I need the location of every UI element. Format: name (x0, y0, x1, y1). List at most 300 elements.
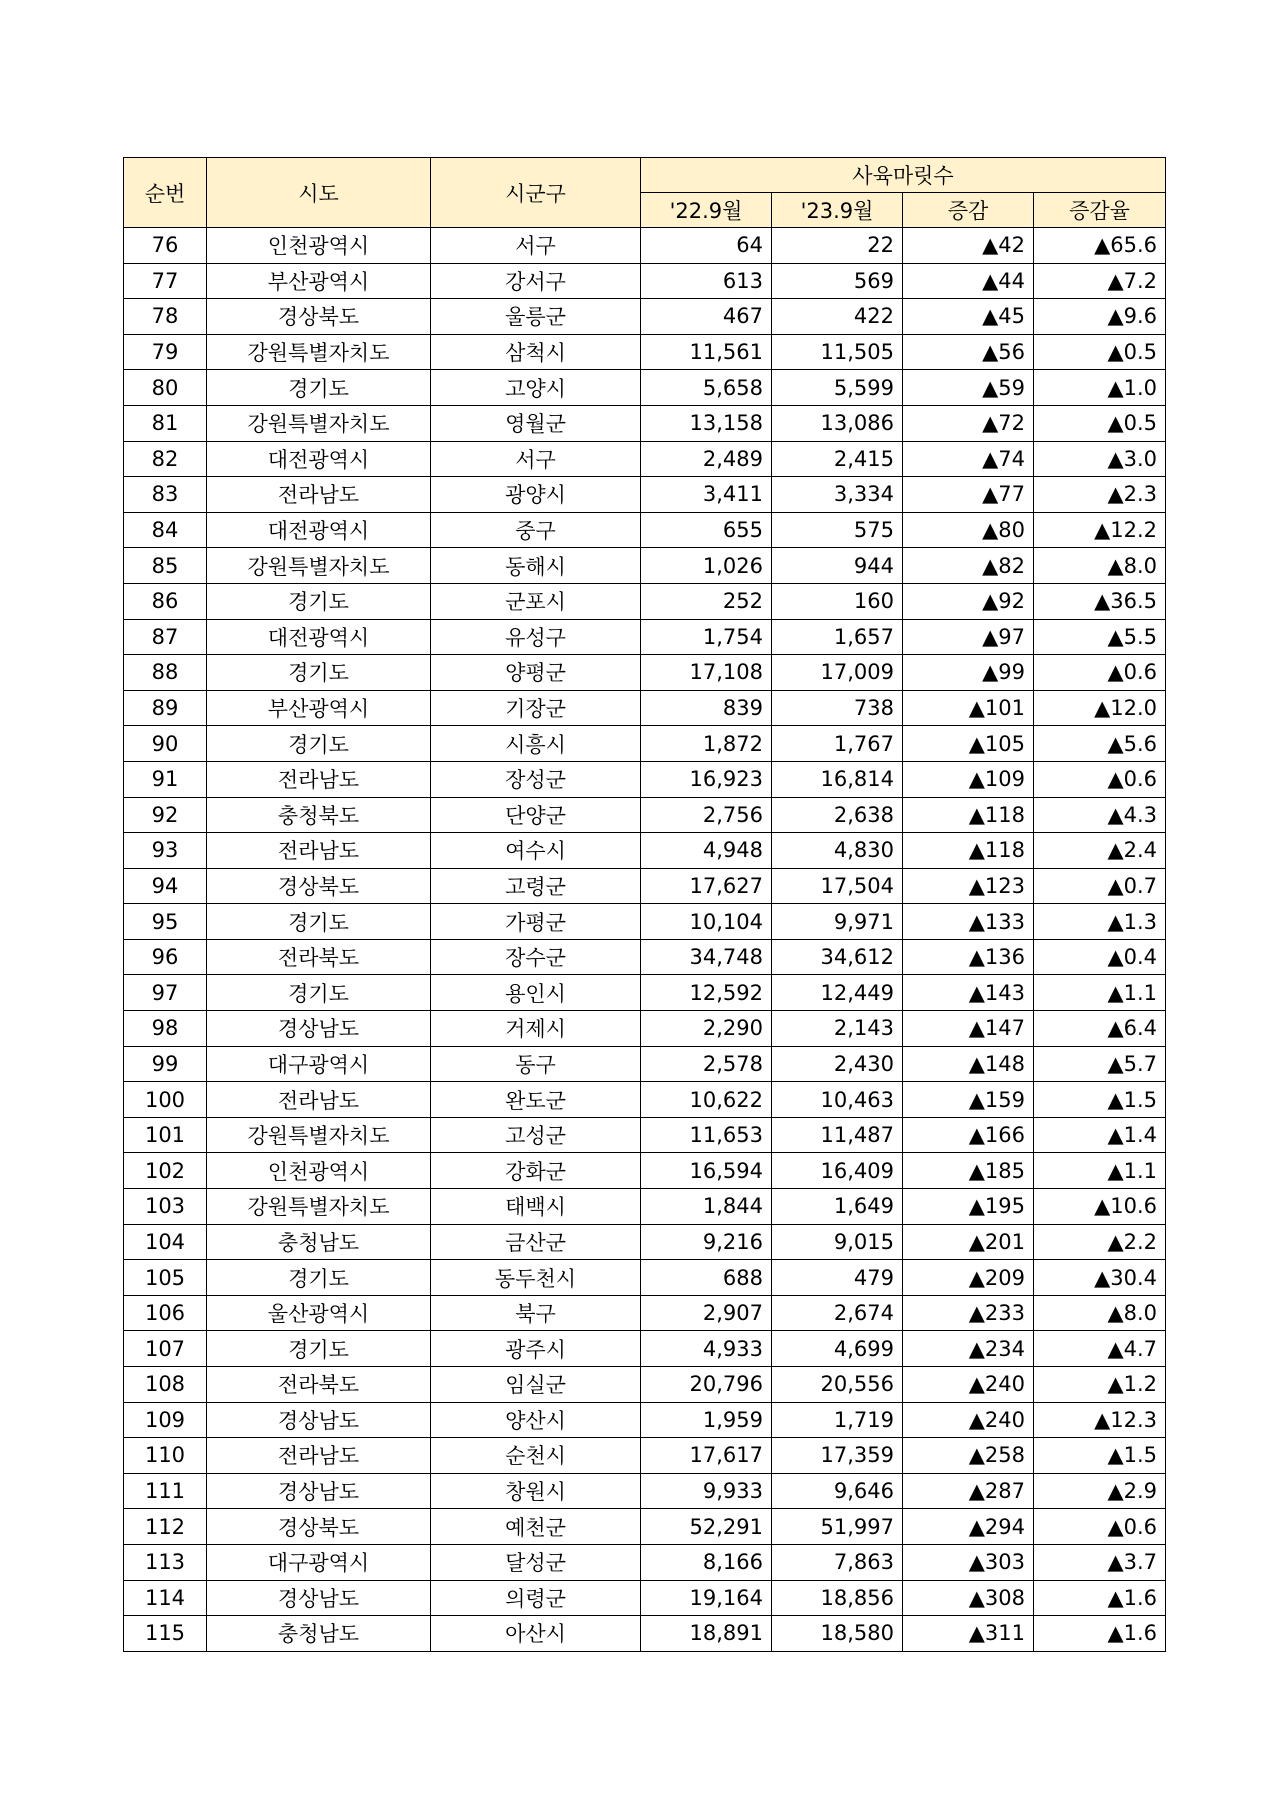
row-2023-count: 10,463 (772, 1082, 903, 1118)
table-row (124, 548, 1166, 584)
row-sigungu: 군포시 (431, 583, 641, 619)
row-change: ▲80 (903, 512, 1034, 548)
row-change: ▲233 (903, 1295, 1034, 1331)
row-sido: 대전광역시 (207, 512, 431, 548)
table-row (124, 1509, 1166, 1545)
row-number: 113 (124, 1544, 207, 1580)
livestock-count-table (123, 157, 1166, 1652)
row-change: ▲72 (903, 405, 1034, 441)
table-row (124, 228, 1166, 264)
row-sigungu: 고령군 (431, 868, 641, 904)
row-sigungu: 광주시 (431, 1331, 641, 1367)
row-sigungu: 여수시 (431, 833, 641, 869)
row-number: 85 (124, 548, 207, 584)
row-2022-count: 839 (641, 690, 772, 726)
row-change-rate: ▲6.4 (1034, 1011, 1166, 1047)
row-sigungu: 고성군 (431, 1117, 641, 1153)
row-number: 110 (124, 1438, 207, 1474)
row-2022-count: 16,923 (641, 761, 772, 797)
row-sigungu: 강서구 (431, 263, 641, 299)
row-2022-count: 688 (641, 1260, 772, 1296)
row-sigungu: 울릉군 (431, 299, 641, 335)
header-sido: 시도 (207, 158, 431, 228)
row-2023-count: 17,359 (772, 1438, 903, 1474)
row-change-rate: ▲2.4 (1034, 833, 1166, 869)
row-sigungu: 의령군 (431, 1580, 641, 1616)
row-number: 95 (124, 904, 207, 940)
row-2022-count: 10,104 (641, 904, 772, 940)
row-2022-count: 1,026 (641, 548, 772, 584)
row-number: 115 (124, 1616, 207, 1652)
row-change: ▲123 (903, 868, 1034, 904)
table-row (124, 263, 1166, 299)
row-2023-count: 17,009 (772, 655, 903, 691)
row-2022-count: 34,748 (641, 939, 772, 975)
row-2023-count: 944 (772, 548, 903, 584)
row-sigungu: 예천군 (431, 1509, 641, 1545)
row-sigungu: 순천시 (431, 1438, 641, 1474)
row-sigungu: 강화군 (431, 1153, 641, 1189)
row-sido: 전라남도 (207, 477, 431, 513)
row-sido: 대전광역시 (207, 619, 431, 655)
row-number: 78 (124, 299, 207, 335)
row-sido: 전라북도 (207, 939, 431, 975)
row-change: ▲109 (903, 761, 1034, 797)
row-2022-count: 5,658 (641, 370, 772, 406)
row-number: 107 (124, 1331, 207, 1367)
row-change: ▲185 (903, 1153, 1034, 1189)
row-2023-count: 2,415 (772, 441, 903, 477)
row-change-rate: ▲2.9 (1034, 1473, 1166, 1509)
row-change: ▲258 (903, 1438, 1034, 1474)
row-number: 88 (124, 655, 207, 691)
row-number: 82 (124, 441, 207, 477)
row-change-rate: ▲1.1 (1034, 1153, 1166, 1189)
row-2023-count: 34,612 (772, 939, 903, 975)
row-sigungu: 고양시 (431, 370, 641, 406)
row-change-rate: ▲1.3 (1034, 904, 1166, 940)
row-change-rate: ▲1.5 (1034, 1082, 1166, 1118)
table-row (124, 690, 1166, 726)
row-number: 98 (124, 1011, 207, 1047)
row-number: 114 (124, 1580, 207, 1616)
row-sido: 강원특별자치도 (207, 1189, 431, 1225)
row-number: 93 (124, 833, 207, 869)
table-row (124, 512, 1166, 548)
row-2022-count: 3,411 (641, 477, 772, 513)
table-row (124, 1117, 1166, 1153)
row-sido: 경기도 (207, 904, 431, 940)
row-sigungu: 시흥시 (431, 726, 641, 762)
row-change: ▲287 (903, 1473, 1034, 1509)
row-sigungu: 동구 (431, 1046, 641, 1082)
row-number: 96 (124, 939, 207, 975)
row-change: ▲56 (903, 334, 1034, 370)
row-sigungu: 금산군 (431, 1224, 641, 1260)
row-change: ▲234 (903, 1331, 1034, 1367)
row-sido: 경상북도 (207, 1509, 431, 1545)
row-sido: 경기도 (207, 975, 431, 1011)
row-number: 87 (124, 619, 207, 655)
table-row (124, 334, 1166, 370)
row-2023-count: 9,971 (772, 904, 903, 940)
row-2023-count: 9,646 (772, 1473, 903, 1509)
row-number: 84 (124, 512, 207, 548)
row-change: ▲240 (903, 1402, 1034, 1438)
row-sido: 경기도 (207, 726, 431, 762)
row-sigungu: 아산시 (431, 1616, 641, 1652)
row-2023-count: 22 (772, 228, 903, 264)
row-2023-count: 51,997 (772, 1509, 903, 1545)
table-row (124, 1580, 1166, 1616)
row-2023-count: 2,430 (772, 1046, 903, 1082)
row-sigungu: 태백시 (431, 1189, 641, 1225)
row-change: ▲77 (903, 477, 1034, 513)
row-sigungu: 서구 (431, 228, 641, 264)
row-2022-count: 467 (641, 299, 772, 335)
row-sido: 강원특별자치도 (207, 1117, 431, 1153)
row-number: 112 (124, 1509, 207, 1545)
row-2023-count: 18,856 (772, 1580, 903, 1616)
row-number: 89 (124, 690, 207, 726)
row-2022-count: 9,216 (641, 1224, 772, 1260)
row-2022-count: 64 (641, 228, 772, 264)
row-sigungu: 창원시 (431, 1473, 641, 1509)
row-change: ▲59 (903, 370, 1034, 406)
row-change-rate: ▲5.5 (1034, 619, 1166, 655)
row-change-rate: ▲9.6 (1034, 299, 1166, 335)
row-2023-count: 2,674 (772, 1295, 903, 1331)
row-change-rate: ▲0.6 (1034, 655, 1166, 691)
row-change-rate: ▲5.6 (1034, 726, 1166, 762)
row-change: ▲74 (903, 441, 1034, 477)
row-change: ▲303 (903, 1544, 1034, 1580)
row-sigungu: 용인시 (431, 975, 641, 1011)
row-number: 92 (124, 797, 207, 833)
row-change-rate: ▲1.5 (1034, 1438, 1166, 1474)
table-row (124, 1224, 1166, 1260)
row-change: ▲101 (903, 690, 1034, 726)
row-number: 81 (124, 405, 207, 441)
row-sido: 충청남도 (207, 1616, 431, 1652)
table-row (124, 1402, 1166, 1438)
row-sido: 충청남도 (207, 1224, 431, 1260)
row-sido: 전라남도 (207, 1438, 431, 1474)
row-change: ▲166 (903, 1117, 1034, 1153)
row-2023-count: 11,505 (772, 334, 903, 370)
row-2022-count: 8,166 (641, 1544, 772, 1580)
row-sido: 충청북도 (207, 797, 431, 833)
row-sido: 전라남도 (207, 761, 431, 797)
row-change: ▲294 (903, 1509, 1034, 1545)
table-row (124, 1367, 1166, 1403)
row-change-rate: ▲1.0 (1034, 370, 1166, 406)
row-change-rate: ▲3.0 (1034, 441, 1166, 477)
row-2023-count: 18,580 (772, 1616, 903, 1652)
row-change-rate: ▲30.4 (1034, 1260, 1166, 1296)
row-2022-count: 19,164 (641, 1580, 772, 1616)
row-sido: 대전광역시 (207, 441, 431, 477)
row-change-rate: ▲12.2 (1034, 512, 1166, 548)
row-2023-count: 575 (772, 512, 903, 548)
row-change: ▲45 (903, 299, 1034, 335)
row-change-rate: ▲7.2 (1034, 263, 1166, 299)
row-sido: 전라북도 (207, 1367, 431, 1403)
row-change-rate: ▲0.5 (1034, 334, 1166, 370)
row-2022-count: 1,872 (641, 726, 772, 762)
row-2022-count: 52,291 (641, 1509, 772, 1545)
row-change-rate: ▲12.3 (1034, 1402, 1166, 1438)
row-2023-count: 1,767 (772, 726, 903, 762)
row-sigungu: 완도군 (431, 1082, 641, 1118)
row-number: 79 (124, 334, 207, 370)
row-number: 83 (124, 477, 207, 513)
row-change-rate: ▲8.0 (1034, 1295, 1166, 1331)
row-number: 109 (124, 1402, 207, 1438)
row-sido: 인천광역시 (207, 228, 431, 264)
row-2023-count: 7,863 (772, 1544, 903, 1580)
row-2023-count: 2,638 (772, 797, 903, 833)
row-change: ▲195 (903, 1189, 1034, 1225)
row-change-rate: ▲0.6 (1034, 1509, 1166, 1545)
row-2023-count: 2,143 (772, 1011, 903, 1047)
row-change-rate: ▲1.6 (1034, 1616, 1166, 1652)
row-2022-count: 11,561 (641, 334, 772, 370)
row-2022-count: 18,891 (641, 1616, 772, 1652)
row-sigungu: 유성구 (431, 619, 641, 655)
row-change-rate: ▲10.6 (1034, 1189, 1166, 1225)
row-sigungu: 광양시 (431, 477, 641, 513)
table-header (124, 158, 1166, 228)
row-sigungu: 삼척시 (431, 334, 641, 370)
row-sigungu: 거제시 (431, 1011, 641, 1047)
row-2022-count: 16,594 (641, 1153, 772, 1189)
row-change-rate: ▲65.6 (1034, 228, 1166, 264)
row-sigungu: 동두천시 (431, 1260, 641, 1296)
row-change: ▲133 (903, 904, 1034, 940)
row-2022-count: 2,756 (641, 797, 772, 833)
table-row (124, 975, 1166, 1011)
row-2022-count: 1,959 (641, 1402, 772, 1438)
table-row (124, 299, 1166, 335)
row-number: 106 (124, 1295, 207, 1331)
row-sigungu: 중구 (431, 512, 641, 548)
row-2022-count: 613 (641, 263, 772, 299)
row-number: 91 (124, 761, 207, 797)
row-change: ▲311 (903, 1616, 1034, 1652)
row-change: ▲148 (903, 1046, 1034, 1082)
row-change-rate: ▲1.1 (1034, 975, 1166, 1011)
row-change-rate: ▲0.5 (1034, 405, 1166, 441)
row-change: ▲92 (903, 583, 1034, 619)
header-2022-sep: '22.9월 (641, 193, 772, 228)
table-row (124, 1438, 1166, 1474)
row-sido: 부산광역시 (207, 263, 431, 299)
row-2023-count: 479 (772, 1260, 903, 1296)
row-2022-count: 17,108 (641, 655, 772, 691)
row-sido: 강원특별자치도 (207, 334, 431, 370)
table-row (124, 1295, 1166, 1331)
row-sigungu: 기장군 (431, 690, 641, 726)
table-body (124, 228, 1166, 1652)
row-2022-count: 2,290 (641, 1011, 772, 1047)
row-2023-count: 20,556 (772, 1367, 903, 1403)
row-number: 86 (124, 583, 207, 619)
row-sigungu: 양평군 (431, 655, 641, 691)
row-change: ▲44 (903, 263, 1034, 299)
header-sigungu: 시군구 (431, 158, 641, 228)
table-row (124, 1189, 1166, 1225)
row-sido: 부산광역시 (207, 690, 431, 726)
row-sido: 경기도 (207, 655, 431, 691)
row-sido: 경기도 (207, 583, 431, 619)
row-2023-count: 3,334 (772, 477, 903, 513)
row-change-rate: ▲12.0 (1034, 690, 1166, 726)
row-change: ▲308 (903, 1580, 1034, 1616)
table-row (124, 868, 1166, 904)
row-sido: 경기도 (207, 370, 431, 406)
row-change-rate: ▲0.7 (1034, 868, 1166, 904)
table-row (124, 1544, 1166, 1580)
row-number: 76 (124, 228, 207, 264)
table-row (124, 833, 1166, 869)
row-sigungu: 가평군 (431, 904, 641, 940)
row-number: 100 (124, 1082, 207, 1118)
row-number: 108 (124, 1367, 207, 1403)
row-2023-count: 13,086 (772, 405, 903, 441)
row-2022-count: 17,617 (641, 1438, 772, 1474)
header-2023-sep: '23.9월 (772, 193, 903, 228)
row-sigungu: 달성군 (431, 1544, 641, 1580)
table-row (124, 1011, 1166, 1047)
header-no: 순번 (124, 158, 207, 228)
row-change-rate: ▲0.6 (1034, 761, 1166, 797)
row-sido: 경상남도 (207, 1011, 431, 1047)
row-change: ▲105 (903, 726, 1034, 762)
table-row (124, 441, 1166, 477)
row-change: ▲147 (903, 1011, 1034, 1047)
table-row (124, 619, 1166, 655)
row-number: 94 (124, 868, 207, 904)
row-sigungu: 북구 (431, 1295, 641, 1331)
table-row (124, 1331, 1166, 1367)
row-2022-count: 11,653 (641, 1117, 772, 1153)
row-2023-count: 422 (772, 299, 903, 335)
row-sido: 강원특별자치도 (207, 405, 431, 441)
table-row (124, 904, 1166, 940)
table-row (124, 1473, 1166, 1509)
row-sido: 대구광역시 (207, 1046, 431, 1082)
row-sigungu: 양산시 (431, 1402, 641, 1438)
header-change-rate: 증감율 (1034, 193, 1166, 228)
table-row (124, 370, 1166, 406)
table-row (124, 1616, 1166, 1652)
row-2022-count: 2,578 (641, 1046, 772, 1082)
row-2023-count: 569 (772, 263, 903, 299)
row-number: 105 (124, 1260, 207, 1296)
row-change-rate: ▲2.3 (1034, 477, 1166, 513)
row-change-rate: ▲0.4 (1034, 939, 1166, 975)
row-change: ▲118 (903, 797, 1034, 833)
row-sido: 경기도 (207, 1331, 431, 1367)
row-sido: 전라남도 (207, 1082, 431, 1118)
table-row (124, 939, 1166, 975)
row-sigungu: 장수군 (431, 939, 641, 975)
row-change: ▲42 (903, 228, 1034, 264)
row-sigungu: 단양군 (431, 797, 641, 833)
table-row (124, 797, 1166, 833)
row-number: 90 (124, 726, 207, 762)
row-2023-count: 16,409 (772, 1153, 903, 1189)
row-number: 80 (124, 370, 207, 406)
table-row (124, 477, 1166, 513)
row-sigungu: 서구 (431, 441, 641, 477)
table-row (124, 726, 1166, 762)
row-number: 97 (124, 975, 207, 1011)
row-change-rate: ▲4.3 (1034, 797, 1166, 833)
row-change-rate: ▲1.4 (1034, 1117, 1166, 1153)
row-2023-count: 9,015 (772, 1224, 903, 1260)
row-change: ▲82 (903, 548, 1034, 584)
row-2022-count: 252 (641, 583, 772, 619)
row-sido: 경상북도 (207, 299, 431, 335)
row-change-rate: ▲2.2 (1034, 1224, 1166, 1260)
row-2022-count: 17,627 (641, 868, 772, 904)
row-2022-count: 12,592 (641, 975, 772, 1011)
row-2023-count: 1,657 (772, 619, 903, 655)
row-2023-count: 12,449 (772, 975, 903, 1011)
row-2023-count: 17,504 (772, 868, 903, 904)
row-change-rate: ▲3.7 (1034, 1544, 1166, 1580)
row-change-rate: ▲1.6 (1034, 1580, 1166, 1616)
row-2022-count: 1,754 (641, 619, 772, 655)
row-2022-count: 13,158 (641, 405, 772, 441)
row-change-rate: ▲5.7 (1034, 1046, 1166, 1082)
row-sigungu: 장성군 (431, 761, 641, 797)
row-sigungu: 임실군 (431, 1367, 641, 1403)
row-change: ▲143 (903, 975, 1034, 1011)
row-2023-count: 1,719 (772, 1402, 903, 1438)
row-change: ▲97 (903, 619, 1034, 655)
row-change-rate: ▲8.0 (1034, 548, 1166, 584)
row-2023-count: 4,699 (772, 1331, 903, 1367)
row-2022-count: 20,796 (641, 1367, 772, 1403)
row-change: ▲240 (903, 1367, 1034, 1403)
row-2023-count: 160 (772, 583, 903, 619)
row-change: ▲209 (903, 1260, 1034, 1296)
table-row (124, 1153, 1166, 1189)
row-change: ▲136 (903, 939, 1034, 975)
row-change-rate: ▲36.5 (1034, 583, 1166, 619)
row-2023-count: 738 (772, 690, 903, 726)
row-2023-count: 16,814 (772, 761, 903, 797)
row-number: 111 (124, 1473, 207, 1509)
row-sido: 경상남도 (207, 1580, 431, 1616)
row-change: ▲159 (903, 1082, 1034, 1118)
row-change: ▲201 (903, 1224, 1034, 1260)
table-row (124, 761, 1166, 797)
row-2022-count: 2,907 (641, 1295, 772, 1331)
table-row (124, 655, 1166, 691)
row-sido: 경상북도 (207, 868, 431, 904)
row-sido: 경기도 (207, 1260, 431, 1296)
row-2022-count: 4,948 (641, 833, 772, 869)
row-number: 104 (124, 1224, 207, 1260)
row-number: 103 (124, 1189, 207, 1225)
row-change-rate: ▲4.7 (1034, 1331, 1166, 1367)
row-sido: 경상남도 (207, 1402, 431, 1438)
row-number: 77 (124, 263, 207, 299)
